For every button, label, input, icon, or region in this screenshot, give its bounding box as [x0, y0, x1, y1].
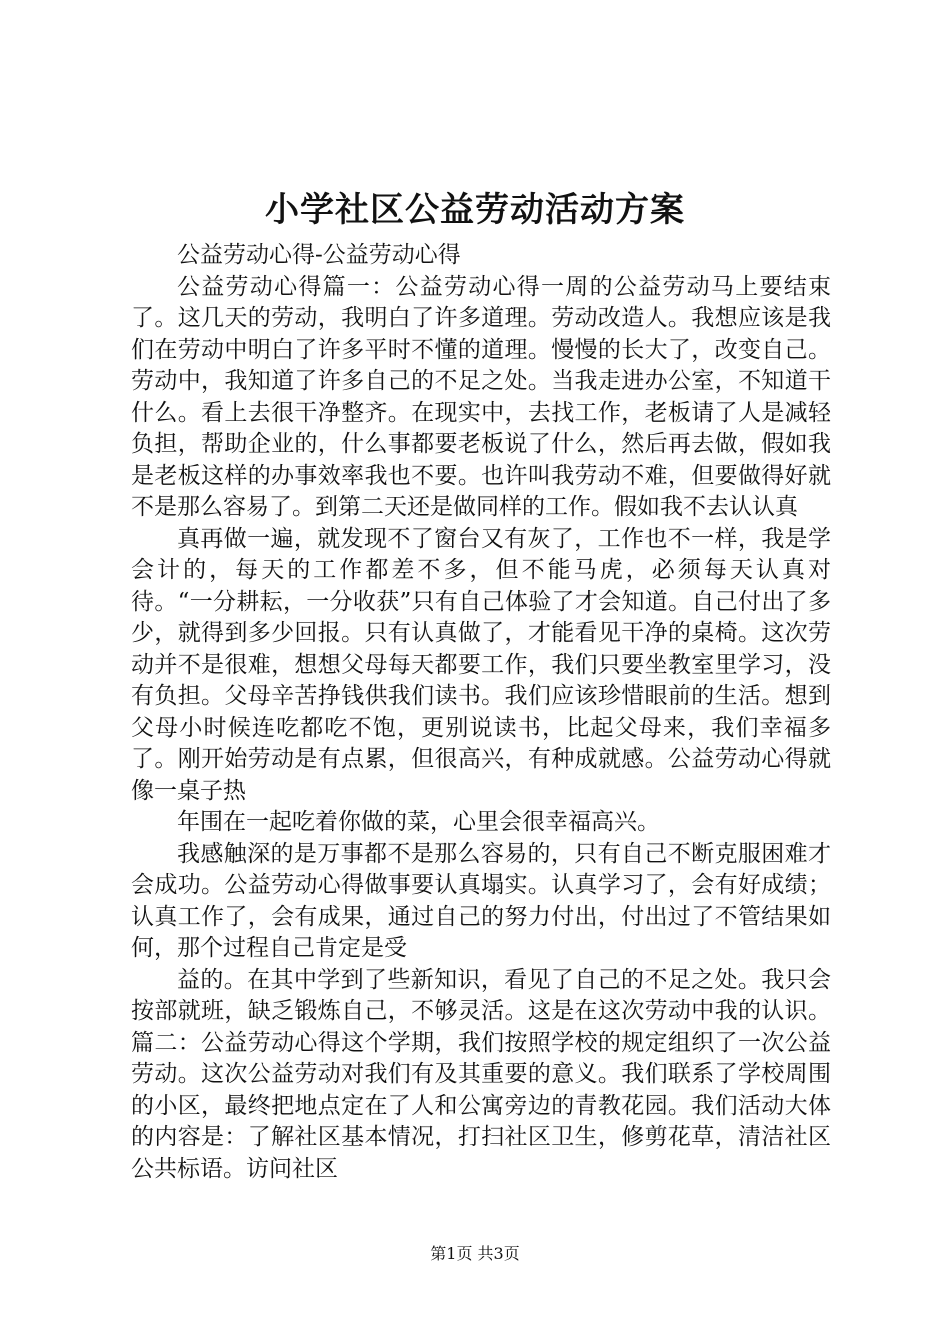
paragraph: 益的。在其中学到了些新知识，看见了自己的不足之处。我只会按部就班，缺乏锻炼自己，不够灵活。这是在这次劳动中我的认识。篇二：公益劳动心得这个学期，我们按照学校的规定组织了一次公益劳动。这次公益劳动对我们有及其重要的意义。我们联系了学校周围的小区，最终把地点定在了人和公寓旁边的青教花园。我们活动大体的内容是：了解社区基本情况，打扫社区卫生，修剪花草，清洁社区公共标语。访问社区 — [131, 966, 831, 1182]
paragraph: 公益劳动心得-公益劳动心得 — [177, 242, 461, 268]
paragraph: 我感触深的是万事都不是那么容易的，只有自己不断克服困难才会成功。公益劳动心得做事要认真塌实。认真学习了，会有好成绩；认真工作了，会有成果，通过自己的努力付出，付出过了不管结果如何，那个过程自己肯定是受 — [131, 840, 831, 961]
document-body — [131, 240, 831, 1185]
page-number-footer: 第1页 共3页 — [430, 1244, 520, 1263]
paragraph: 真再做一遍，就发现不了窗台又有灰了，工作也不一样，我是学会计的，每天的工作都差不多，但不能马虎，必须每天认真对待。“一分耕耘，一分收获”只有自己体验了才会知道。自己付出了多少，就得到多少回报。只有认真做了，才能看见干净的桌椅。这次劳动并不是很难，想想父母每天都要工作，我们只要坐教室里学习，没有负担。父母辛苦挣钱供我们读书。我们应该珍惜眼前的生活。想到父母小时候连吃都吃不饱，更别说读书，比起父母来，我们幸福多了。刚开始劳动是有点累，但很高兴，有种成就感。公益劳动心得就像一桌子热 — [131, 525, 831, 804]
paragraph: 公益劳动心得篇一：公益劳动心得一周的公益劳动马上要结束了。这几天的劳动，我明白了许多道理。劳动改造人。我想应该是我们在劳动中明白了许多平时不懂的道理。慢慢的长大了，改变自己。劳动中，我知道了许多自己的不足之处。当我走进办公室，不知道干什么。看上去很干净整齐。在现实中，去找工作，老板请了人是减轻负担，帮助企业的，什么事都要老板说了什么，然后再去做，假如我是老板这样的办事效率我也不要。也许叫我劳动不难，但要做得好就不是那么容易了。到第二天还是做同样的工作。假如我不去认认真 — [131, 273, 831, 520]
paragraph: 年围在一起吃着你做的菜，心里会很幸福高兴。 — [177, 809, 660, 835]
document-title: 小学社区公益劳动活动方案 — [265, 190, 685, 230]
